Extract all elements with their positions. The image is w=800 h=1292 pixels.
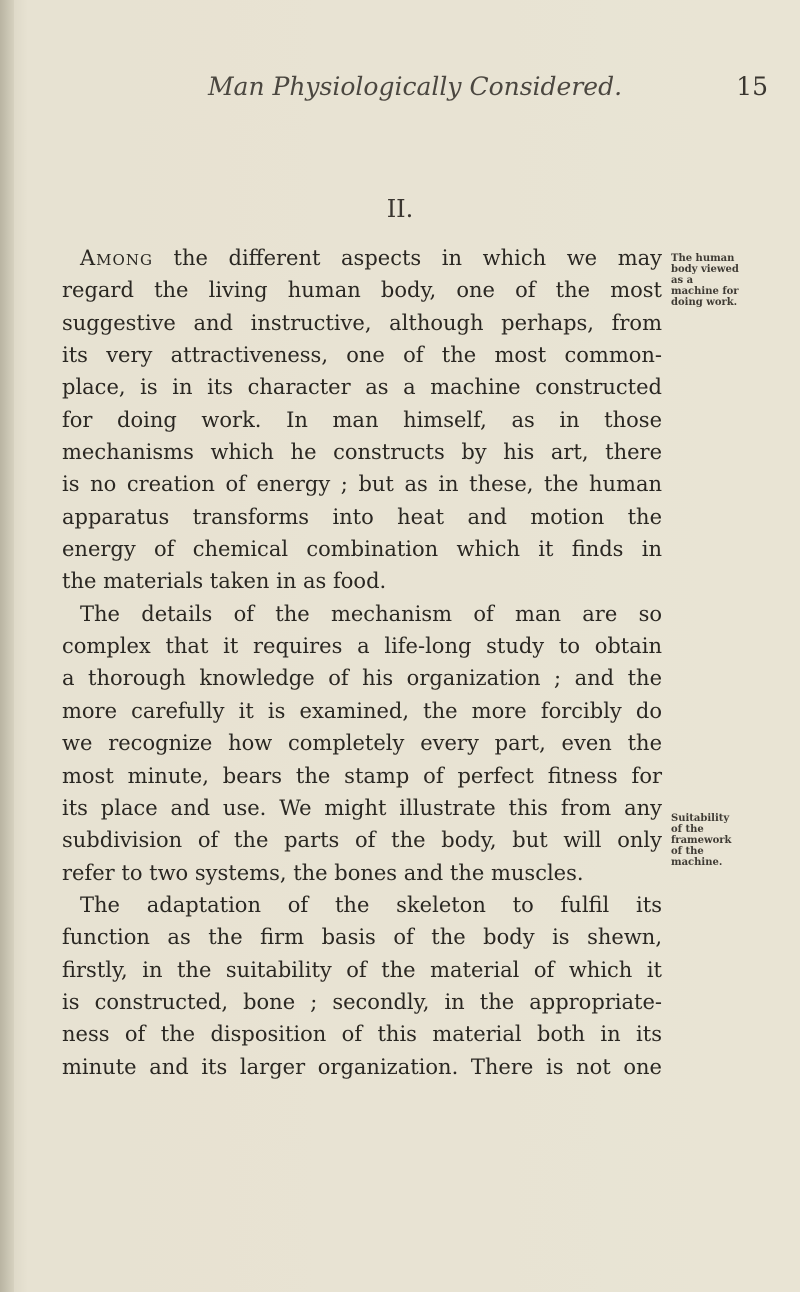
text-line: energy of chemical combination which it finds in — [62, 537, 662, 562]
page-number: 15 — [736, 72, 768, 101]
text-line: The details of the mechanism of man are so — [80, 601, 662, 626]
text-line: a thorough knowledge of his organization ; and the — [62, 666, 662, 691]
text-line: its place and use. We might illustrate this from any — [62, 795, 662, 820]
text-line: the materials taken in as food. — [62, 569, 387, 594]
body-text — [62, 242, 662, 1083]
margin-note-line: doing work. — [671, 297, 738, 308]
text-line: subdivision of the parts of the body, but will only — [62, 828, 662, 853]
margin-note-line: body viewed — [671, 264, 739, 275]
margin-note-line: framework — [671, 835, 732, 846]
section-numeral: II. — [386, 195, 414, 223]
text-line: for doing work. In man himself, as in those — [62, 407, 662, 432]
text-line: regard the living human body, one of the most — [62, 278, 662, 303]
text-line: mechanisms which he constructs by his art, there — [62, 440, 662, 465]
text-line: refer to two systems, the bones and the muscles. — [62, 860, 584, 885]
text-line: is no creation of energy ; but as in these, the human — [62, 472, 662, 497]
text-line: suggestive and instructive, although perhaps, from — [62, 310, 662, 335]
text-line: its very attractiveness, one of the most common- — [62, 343, 662, 368]
margin-note-line: of the — [671, 824, 704, 835]
margin-note-line: as a — [671, 275, 694, 286]
text-line: more carefully it is examined, the more forcibly do — [62, 698, 662, 723]
drop-word: Among — [80, 246, 153, 270]
margin-note-human-body — [671, 253, 771, 308]
margin-note-line: of the — [671, 846, 704, 857]
text-line: is constructed, bone ; secondly, in the appropriate- — [62, 989, 662, 1014]
text-line: complex that it requires a life-long study to obtain — [62, 634, 662, 659]
text-line: firstly, in the suitability of the material of which it — [62, 957, 662, 982]
text-line: most minute, bears the stamp of perfect fitness for — [62, 763, 662, 788]
text-line: function as the firm basis of the body is shewn, — [62, 925, 662, 950]
page-gutter — [0, 0, 14, 1292]
text-line: Among the different aspects in which we may — [80, 246, 662, 270]
running-head: Man Physiologically Considered. — [207, 72, 623, 101]
page-header — [62, 72, 768, 112]
margin-note-line: The human — [671, 253, 735, 264]
text-line: The adaptation of the skeleton to fulfil its — [80, 892, 662, 917]
margin-note-line: Suitability — [671, 813, 730, 824]
text-line: minute and its larger organization. There is not one — [62, 1054, 662, 1079]
margin-note-line: machine. — [671, 857, 723, 868]
text-line: place, is in its character as a machine constructed — [62, 375, 662, 400]
text-line: ness of the disposition of this material both in its — [62, 1022, 662, 1047]
text-line: we recognize how completely every part, even the — [62, 731, 662, 756]
margin-note-line: machine for — [671, 286, 739, 297]
text-line: apparatus transforms into heat and motion the — [62, 504, 662, 529]
margin-note-suitability — [671, 813, 771, 868]
